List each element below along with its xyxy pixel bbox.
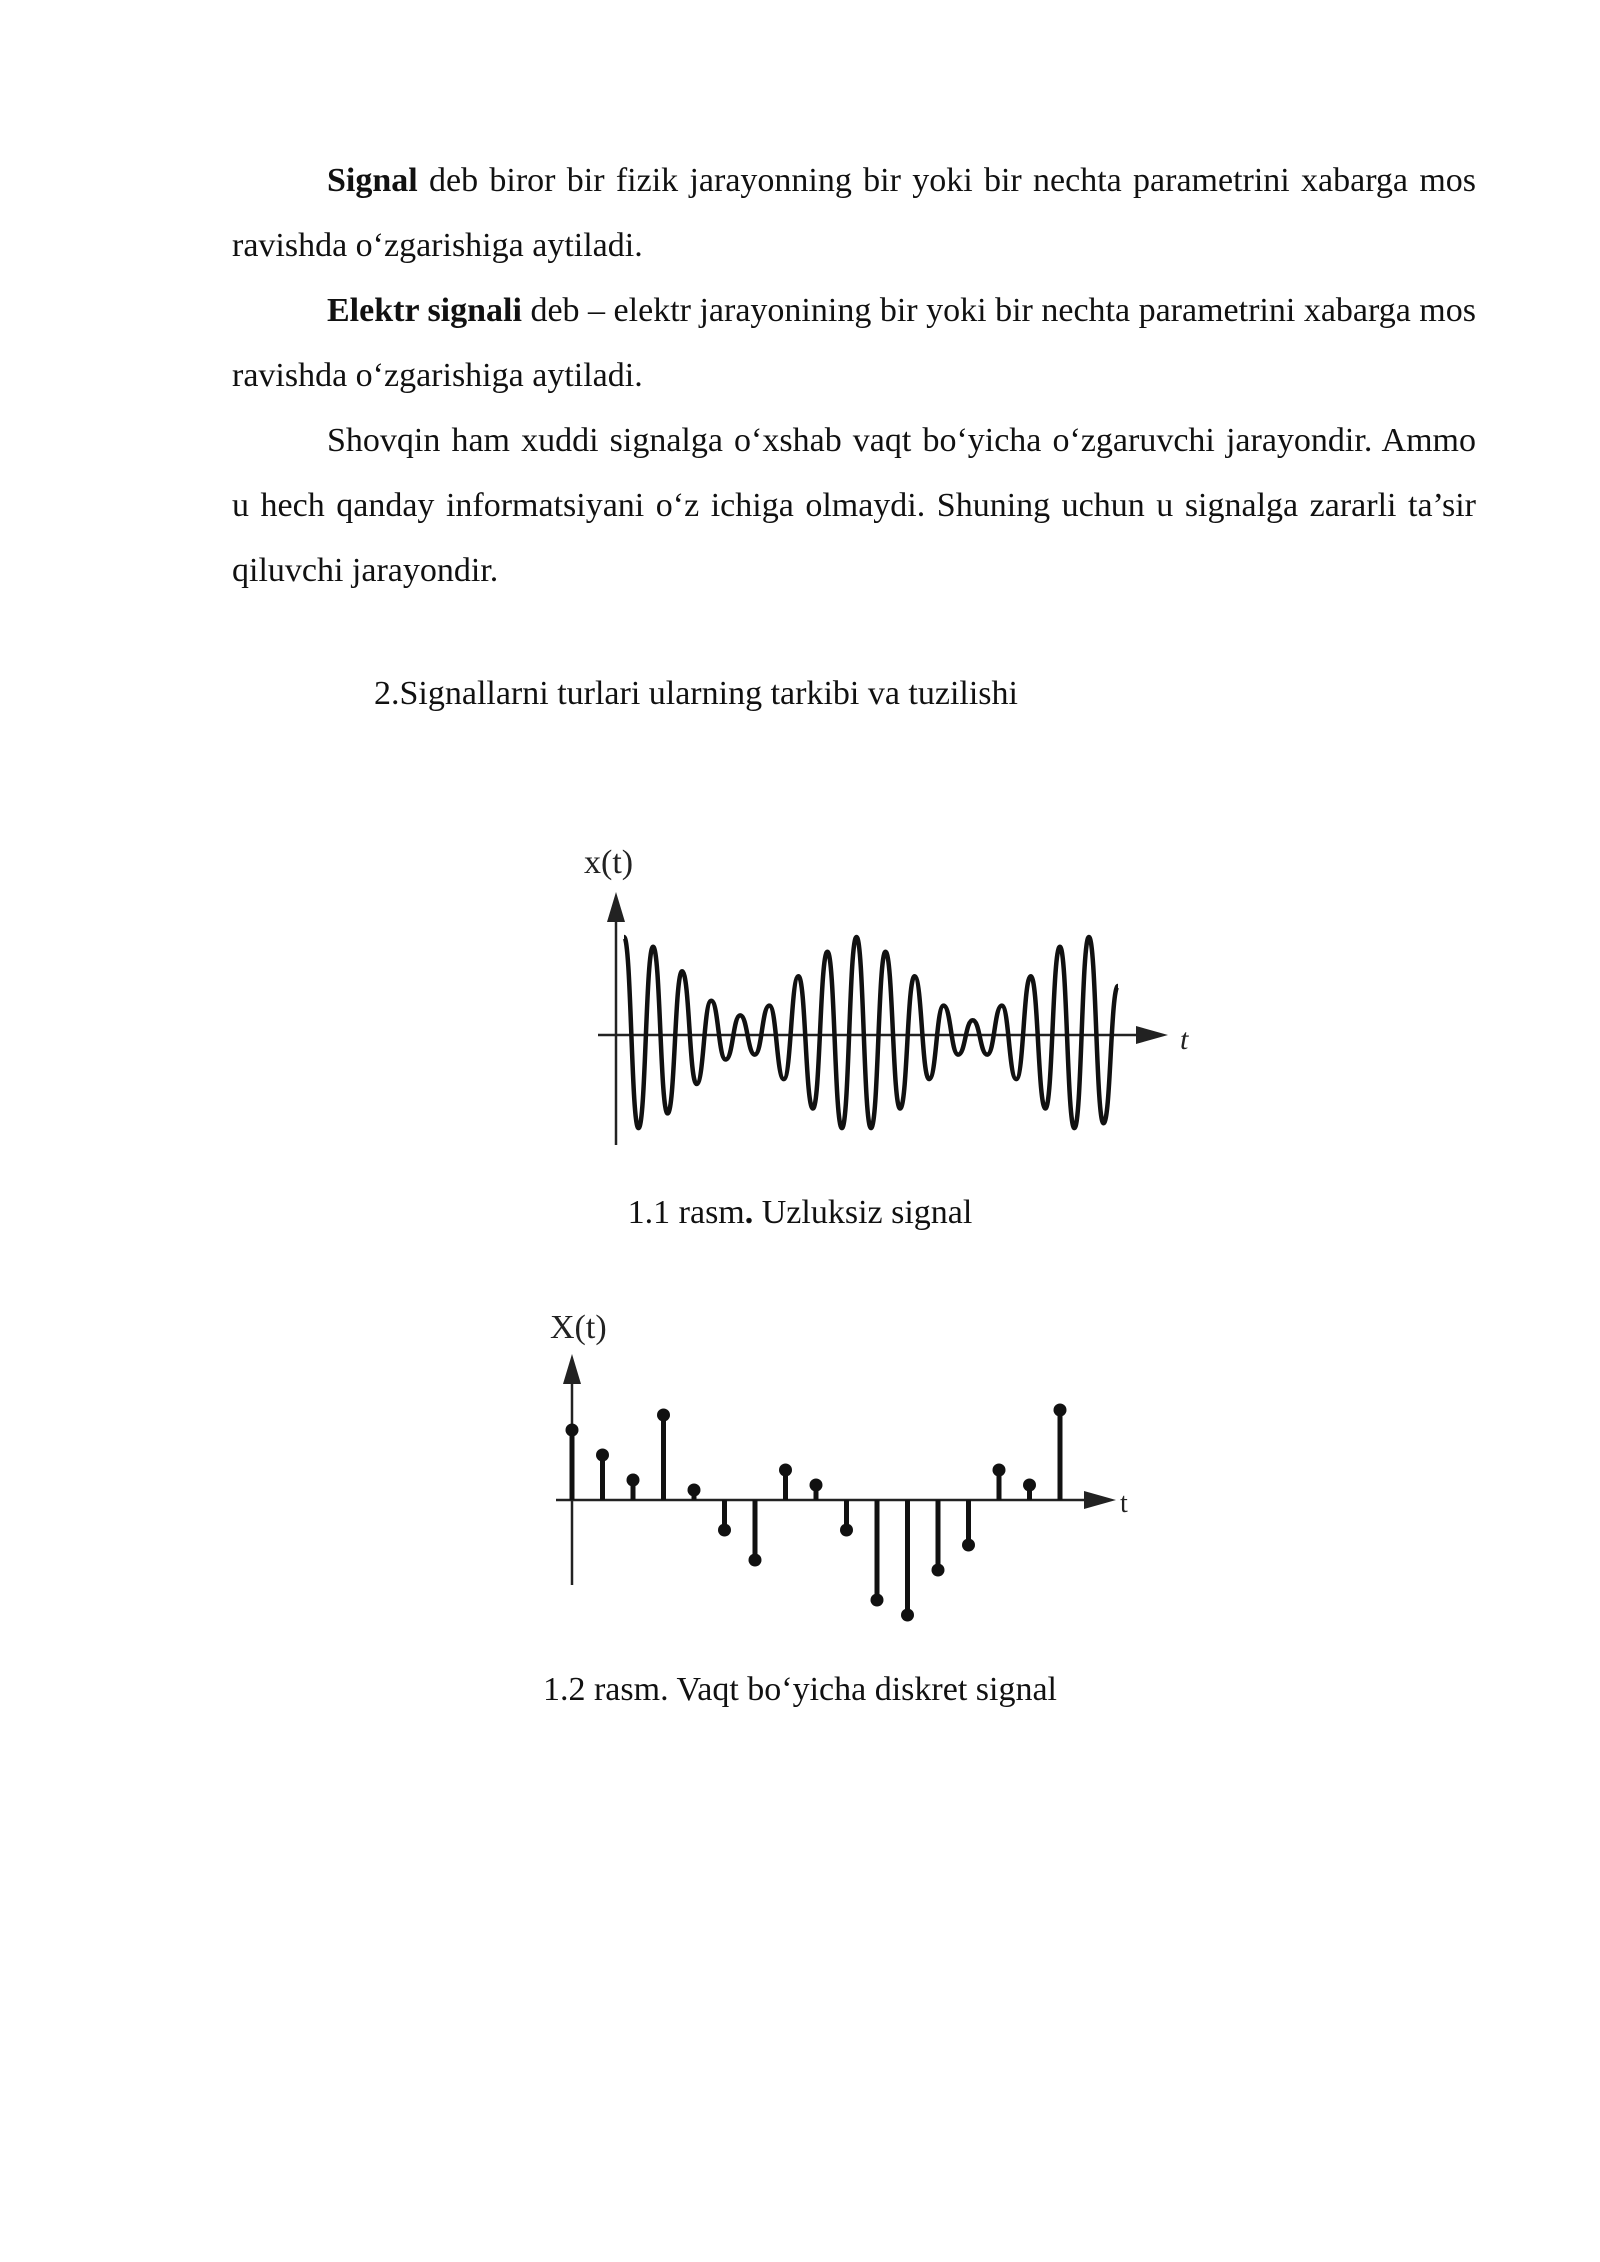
figure2-caption: 1.2 rasm. Vaqt bo‘yicha diskret signal [542,1671,1057,1708]
fig2-stem-dot [1054,1404,1067,1417]
fig2-stem-dot [566,1424,579,1437]
fig2-stem-dot [749,1554,762,1567]
fig1-x-label: t [1180,1023,1189,1056]
fig2-stem-dot [932,1564,945,1577]
figure1-caption-text: Uzluksiz signal [753,1194,973,1231]
fig2-stem-dot [810,1479,823,1492]
fig2-y-label: X(t) [550,1309,607,1346]
fig1-x-arrow [1136,1026,1168,1044]
fig1-y-arrow [607,892,625,922]
fig2-stem-dot [901,1609,914,1622]
fig2-y-arrow [563,1354,581,1384]
fig2-x-arrow [1084,1491,1116,1509]
figure1-caption [0,1188,1600,1238]
figure1-caption-dot: . [744,1194,754,1231]
fig2-stem-dot [657,1409,670,1422]
paragraph-noise-text: Shovqin ham xuddi signalga o‘xshab vaqt bo‘yicha o‘zgaruvchi jarayondir. Ammo u hech qanday informatsiyani o‘z ichiga olmaydi. Shuning uchun u signalga zararli ta’sir qiluvchi jarayondir. [232,422,1476,589]
fig2-stem-dot [779,1464,792,1477]
fig2-stem-dot [688,1484,701,1497]
fig2-stem-dot [962,1539,975,1552]
fig2-stem-dot [993,1464,1006,1477]
fig2-stem-dot [871,1594,884,1607]
fig2-stem-dot [718,1524,731,1537]
section-heading: 2.Signallarni turlari ularning tarkibi va tuzilishi [374,675,1018,712]
fig2-stem-dot [1023,1479,1036,1492]
fig1-y-label: x(t) [584,844,634,881]
paragraph-signal-text: deb biror bir fizik jarayonning bir yoki bir nechta parametrini xabarga mos ravishda o‘zgarishiga aytiladi. [232,162,1476,264]
fig2-x-label: t [1120,1488,1128,1519]
fig2-stem-dot [627,1474,640,1487]
figure-continuous-signal [584,844,1189,1145]
paragraph-electric-signal-text: deb – elektr jarayonining bir yoki bir nechta parametrini xabarga mos ravishda o‘zgarishiga aytiladi. [232,292,1476,394]
fig2-stem-dot [596,1449,609,1462]
fig1-signal-line [624,937,1118,1128]
fig2-stem-dot [840,1524,853,1537]
term-signal: Signal [327,162,418,199]
figure-discrete-signal [550,1309,1128,1622]
figure1-caption-prefix: 1.1 rasm [627,1194,745,1231]
term-electric-signal: Elektr signali [327,292,522,329]
